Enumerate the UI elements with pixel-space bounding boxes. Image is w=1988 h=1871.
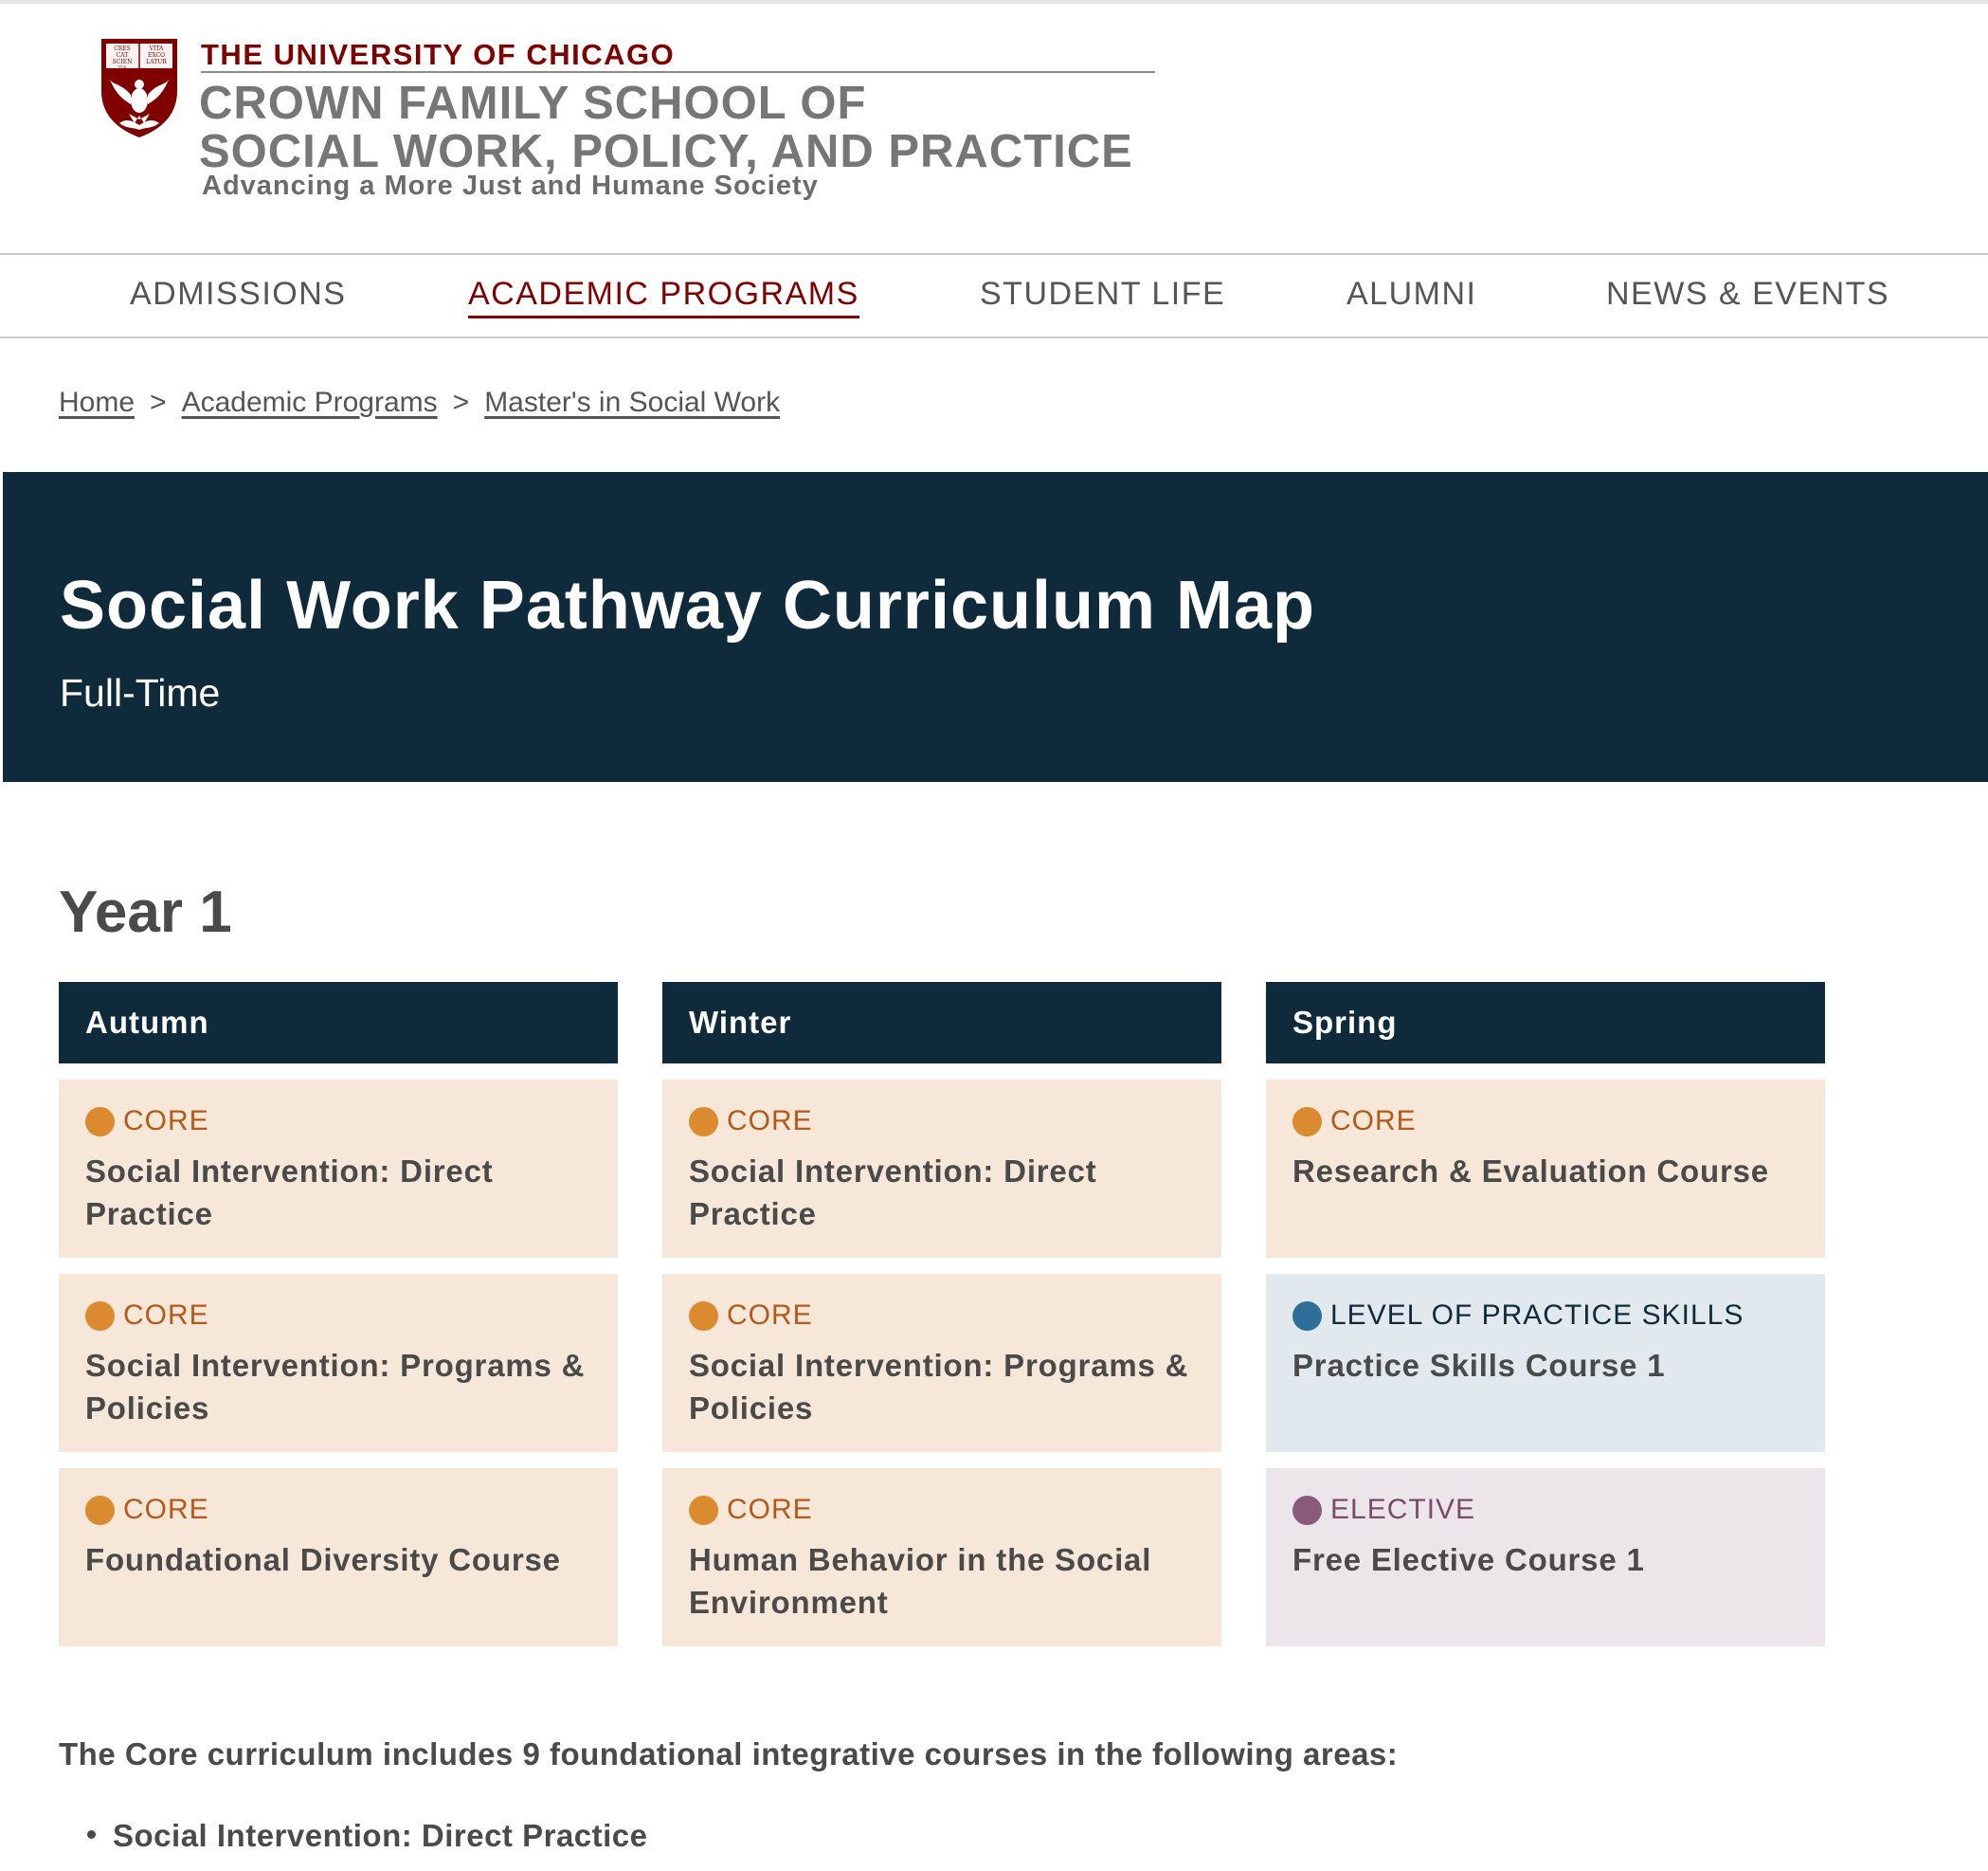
core-dot-icon xyxy=(1292,1107,1322,1136)
university-name[interactable]: THE UNIVERSITY OF CHICAGO xyxy=(201,38,676,71)
breadcrumb-link-home[interactable]: Home xyxy=(59,387,136,418)
course-title: Social Intervention: Direct Practice xyxy=(689,1153,1097,1231)
term-header: Winter xyxy=(662,982,1221,1063)
school-tagline: Advancing a More Just and Humane Society xyxy=(202,171,819,201)
logo-motto-text: SCIEN xyxy=(112,59,133,65)
course-title: Social Intervention: Programs & Policies xyxy=(689,1348,1189,1426)
course-card[interactable] xyxy=(59,1274,618,1452)
course-card[interactable] xyxy=(1266,1468,1825,1646)
term-header: Spring xyxy=(1266,982,1825,1063)
page-subtitle: Full-Time xyxy=(60,671,221,715)
school-name-line-2: SOCIAL WORK, POLICY, AND PRACTICE xyxy=(199,126,1133,177)
course-tag xyxy=(689,1299,1195,1333)
school-name-line-1: CROWN FAMILY SCHOOL OF xyxy=(199,78,867,129)
course-card[interactable] xyxy=(662,1274,1221,1452)
core-dot-icon xyxy=(689,1301,718,1331)
school-name[interactable] xyxy=(199,80,1133,176)
course-tag-label: CORE xyxy=(727,1299,813,1331)
list-item xyxy=(87,1818,648,1854)
core-curriculum-intro: The Core curriculum includes 9 foundational integrative courses in the following areas: xyxy=(59,1736,1399,1771)
active-nav-indicator xyxy=(468,316,859,318)
main-nav xyxy=(0,253,1988,338)
page-title: Social Work Pathway Curriculum Map xyxy=(60,568,1315,644)
course-tag-label: LEVEL OF PRACTICE SKILLS xyxy=(1330,1299,1744,1331)
course-title: Foundational Diversity Course xyxy=(85,1542,561,1577)
course-tag xyxy=(85,1299,591,1333)
brand-divider xyxy=(201,71,1155,73)
logo-motto-text: VITA xyxy=(149,45,164,52)
course-title: Practice Skills Course 1 xyxy=(1292,1348,1666,1383)
term-header: Autumn xyxy=(59,982,618,1063)
core-dot-icon xyxy=(85,1301,115,1331)
list-item-text: Social Intervention: Direct Practice xyxy=(113,1818,648,1853)
course-tag xyxy=(1292,1493,1798,1527)
practice-skills-dot-icon xyxy=(1292,1301,1322,1331)
term-column-spring xyxy=(1266,982,1825,1646)
course-tag xyxy=(689,1104,1195,1138)
term-column-autumn xyxy=(59,982,618,1646)
core-dot-icon xyxy=(689,1496,718,1525)
logo-motto-text: EXCO xyxy=(147,52,166,59)
nav-item-academic-programs[interactable] xyxy=(468,276,859,313)
course-tag-label: CORE xyxy=(123,1299,209,1331)
university-shield-icon[interactable] xyxy=(100,38,178,138)
course-tag-label: CORE xyxy=(1330,1105,1417,1136)
year-heading: Year 1 xyxy=(59,880,232,945)
breadcrumb-separator: > xyxy=(452,387,470,418)
course-tag xyxy=(1292,1104,1798,1138)
logo-motto-text: TIA xyxy=(117,65,127,71)
course-tag xyxy=(85,1104,591,1138)
elective-dot-icon xyxy=(1292,1496,1322,1525)
course-title: Social Intervention: Direct Practice xyxy=(85,1153,494,1231)
course-card[interactable] xyxy=(1266,1274,1825,1452)
course-title: Social Intervention: Programs & Policies xyxy=(85,1348,586,1426)
course-tag-label: ELECTIVE xyxy=(1330,1494,1476,1525)
nav-item-student-life[interactable]: STUDENT LIFE xyxy=(980,276,1226,312)
core-areas-list xyxy=(87,1818,648,1854)
breadcrumb-link-masters-social-work[interactable]: Master's in Social Work xyxy=(484,387,781,418)
course-tag xyxy=(85,1493,591,1527)
nav-item-label: ACADEMIC PROGRAMS xyxy=(468,276,859,312)
breadcrumb xyxy=(59,387,780,419)
nav-item-alumni[interactable]: ALUMNI xyxy=(1346,276,1477,312)
nav-item-admissions[interactable]: ADMISSIONS xyxy=(130,276,347,312)
core-dot-icon xyxy=(689,1107,718,1136)
course-tag xyxy=(689,1493,1195,1527)
course-tag-label: CORE xyxy=(727,1494,813,1525)
breadcrumb-link-academic-programs[interactable]: Academic Programs xyxy=(181,387,438,418)
course-tag-label: CORE xyxy=(123,1494,209,1525)
course-card[interactable] xyxy=(59,1468,618,1646)
course-title: Human Behavior in the Social Environment xyxy=(689,1542,1152,1620)
breadcrumb-separator: > xyxy=(150,387,167,418)
course-title: Free Elective Course 1 xyxy=(1292,1542,1645,1577)
logo-motto-text: CAT xyxy=(116,52,129,59)
course-tag-label: CORE xyxy=(727,1105,813,1136)
logo-motto-text: LATUR xyxy=(146,59,167,65)
page-hero xyxy=(3,472,1988,782)
logo-motto-text: CRES xyxy=(114,45,131,52)
course-tag xyxy=(1292,1299,1798,1333)
course-card[interactable] xyxy=(59,1080,618,1258)
course-tag-label: CORE xyxy=(123,1105,209,1136)
course-card[interactable] xyxy=(662,1468,1221,1646)
site-header xyxy=(0,4,1988,254)
core-dot-icon xyxy=(85,1107,115,1136)
term-column-winter xyxy=(662,982,1221,1646)
course-card[interactable] xyxy=(1266,1080,1825,1258)
course-title: Research & Evaluation Course xyxy=(1292,1153,1769,1189)
course-card[interactable] xyxy=(662,1080,1221,1258)
core-dot-icon xyxy=(85,1496,115,1525)
bullet-icon xyxy=(87,1830,96,1839)
nav-item-news-events[interactable]: NEWS & EVENTS xyxy=(1606,276,1890,312)
